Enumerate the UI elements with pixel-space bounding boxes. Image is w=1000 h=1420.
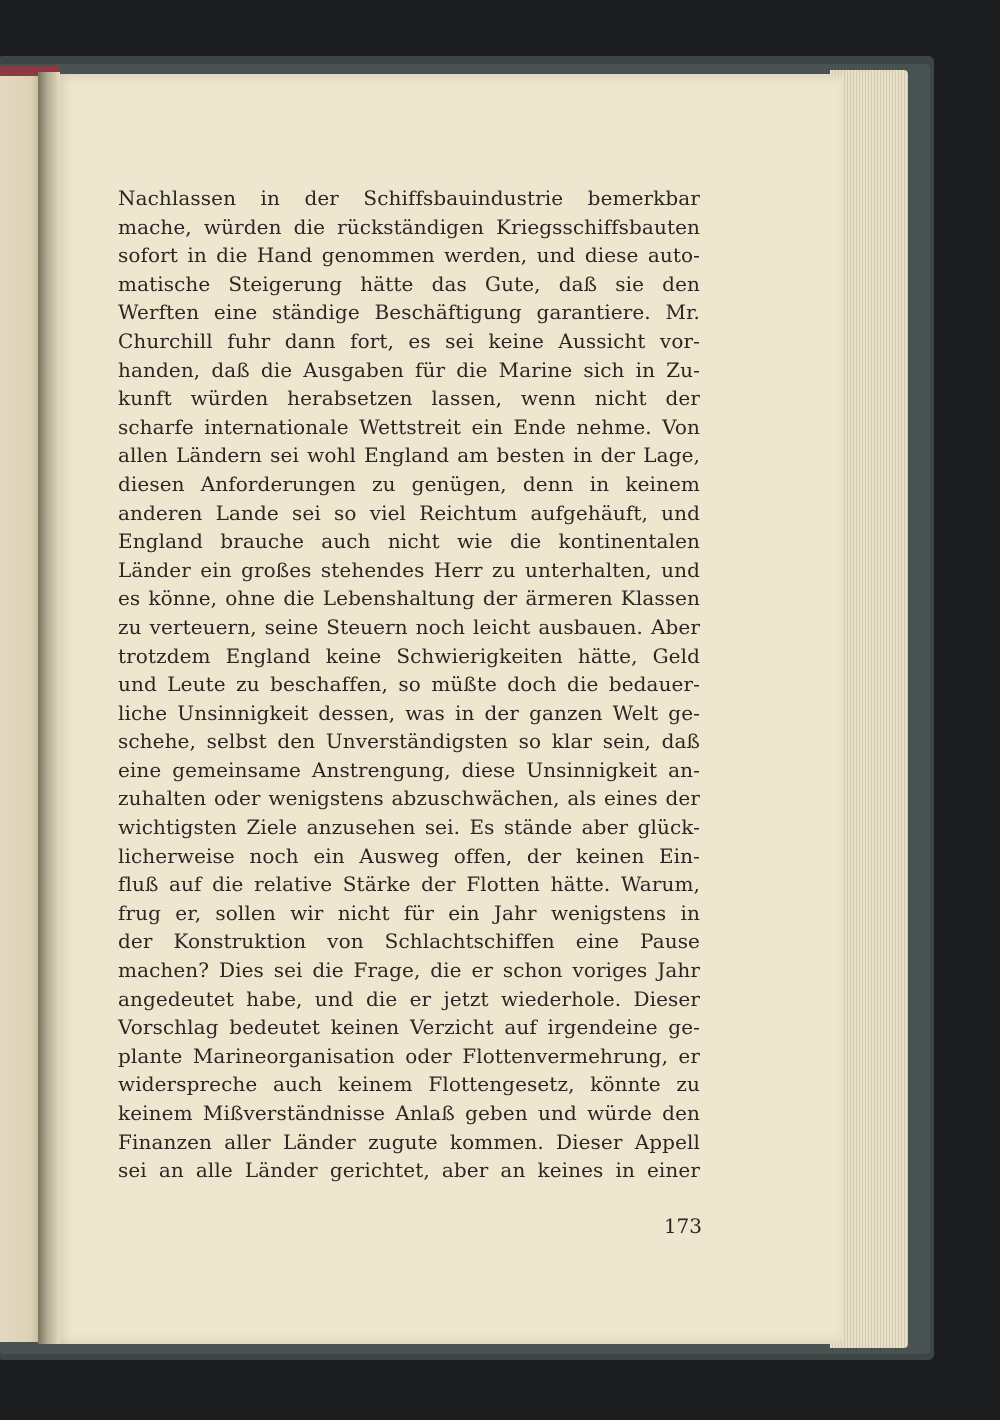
text-line: plante Marineorganisation oder Flottenvermehrung, er [118, 1043, 700, 1068]
text-line: diesen Anforderungen zu genügen, denn in keinem [118, 471, 700, 496]
text-line: allen Ländern sei wohl England am besten in der Lage, [118, 443, 700, 468]
text-line: Churchill fuhr dann fort, es sei keine Aussicht vor- [118, 328, 700, 353]
text-line: fluß auf die relative Stärke der Flotten hätte. Warum, [118, 872, 700, 897]
right-page [56, 74, 842, 1344]
text-line: licherweise noch ein Ausweg offen, der keinen Ein- [118, 843, 700, 868]
text-line: Nachlassen in der Schiffsbauindustrie bemerkbar [118, 186, 700, 210]
text-line: angedeutet habe, und die er jetzt wiederhole. Dieser [118, 986, 700, 1011]
text-line: Länder ein großes stehendes Herr zu unterhalten, und [118, 557, 700, 582]
body-text [118, 184, 700, 1185]
text-line: Finanzen aller Länder zugute kommen. Dieser Appell [118, 1129, 700, 1154]
text-line: wichtigsten Ziele anzusehen sei. Es stände aber glück- [118, 815, 700, 840]
text-line: es könne, ohne die Lebenshaltung der ärmeren Klassen [118, 586, 700, 611]
text-line: anderen Lande sei so viel Reichtum aufgehäuft, und [118, 500, 700, 525]
text-line: eine gemeinsame Anstrengung, diese Unsinnigkeit an- [118, 757, 700, 782]
text-line: machen? Dies sei die Frage, die er schon voriges Jahr [118, 958, 700, 983]
text-line: trotzdem England keine Schwierigkeiten hätte, Geld [118, 643, 700, 668]
text-line: kunft würden herabsetzen lassen, wenn nicht der [118, 386, 700, 411]
page-number: 173 [663, 1214, 702, 1238]
text-line: zu verteuern, seine Steuern noch leicht ausbauen. Aber [118, 614, 700, 639]
gutter-shadow [38, 72, 60, 1344]
text-line: Vorschlag bedeutet keinen Verzicht auf irgendeine ge- [118, 1015, 700, 1040]
text-line: der Konstruktion von Schlachtschiffen eine Pause [118, 929, 700, 954]
text-line: frug er, sollen wir nicht für ein Jahr wenigstens in [118, 900, 700, 925]
text-line: sei an alle Länder gerichtet, aber an keines in einer [118, 1158, 700, 1183]
text-line: zuhalten oder wenigstens abzuschwächen, als eines der [118, 786, 700, 811]
text-line: Werften eine ständige Beschäftigung garantiere. Mr. [118, 300, 700, 325]
text-line: handen, daß die Ausgaben für die Marine sich in Zu- [118, 357, 700, 382]
text-line: und Leute zu beschaffen, so müßte doch die bedauer- [118, 672, 700, 697]
text-line: sofort in die Hand genommen werden, und diese auto- [118, 243, 700, 268]
text-line: scharfe internationale Wettstreit ein Ende nehme. Von [118, 414, 700, 439]
text-line: England brauche auch nicht wie die kontinentalen [118, 529, 700, 554]
text-line: mache, würden die rückständigen Kriegsschiffsbauten [118, 214, 700, 239]
text-line: matische Steigerung hätte das Gute, daß sie den [118, 271, 700, 296]
text-line: liche Unsinnigkeit dessen, was in der ganzen Welt ge- [118, 700, 700, 725]
text-line: schehe, selbst den Unverständigsten so klar sein, daß [118, 729, 700, 754]
text-line: keinem Mißverständnisse Anlaß geben und würde den [118, 1101, 700, 1125]
text-line: widerspreche auch keinem Flottengesetz, könnte zu [118, 1072, 700, 1097]
